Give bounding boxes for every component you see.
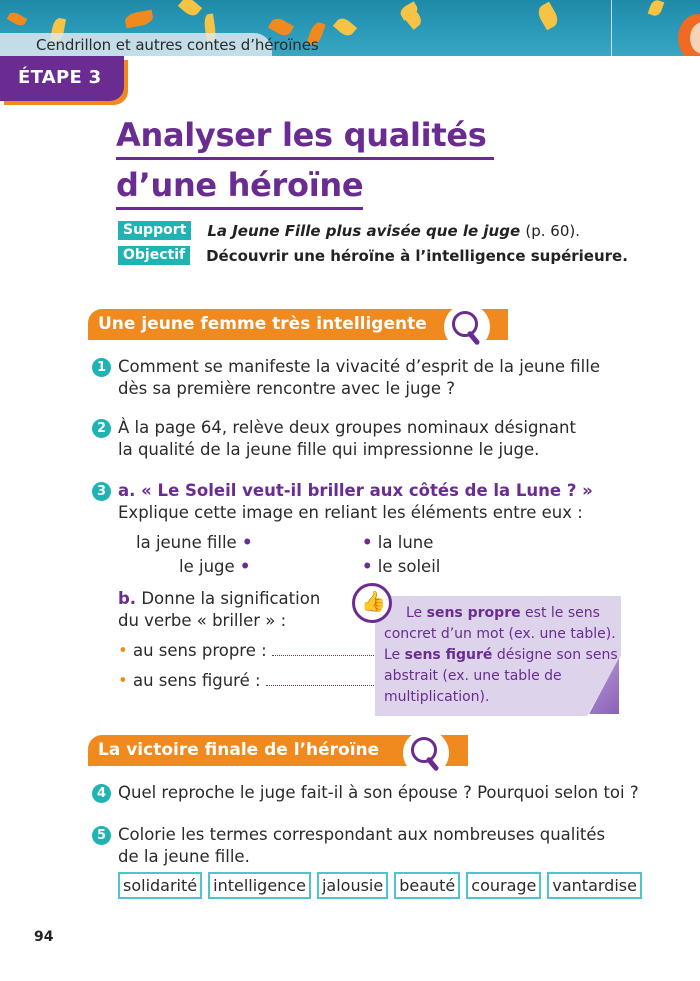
book-title: Cendrillon et autres contes d’héroïnes [36, 36, 319, 54]
question-text: À la page 64, relève deux groupes nominaux désignant [118, 418, 576, 437]
question-text: Colorie les termes correspondant aux nombreuses qualités [118, 825, 606, 844]
support-title: La Jeune Fille plus avisée que le juge [207, 221, 521, 240]
quality-chips [118, 872, 642, 899]
answer-proper-sense [118, 641, 374, 660]
header-banner-illustration [0, 0, 700, 56]
match-label: la jeune fille [136, 533, 237, 552]
question-number: 2 [92, 419, 111, 438]
question-number: 3 [92, 482, 111, 501]
objectif-tag: Objectif [118, 246, 190, 265]
question-text: dès sa première rencontre avec le juge ? [118, 379, 456, 398]
answer-label: au sens propre : [132, 641, 267, 660]
part-b-prompt [118, 589, 320, 608]
title-line-1: Analyser les qualités [116, 114, 494, 160]
match-dot[interactable]: • [239, 557, 251, 576]
section-header-intelligence [88, 309, 508, 340]
answer-figurative-sense [118, 671, 376, 690]
page-number: 94 [34, 929, 54, 945]
answer-line[interactable] [266, 673, 376, 686]
tip-note [375, 596, 621, 716]
chip-solidarite[interactable]: solidarité [118, 872, 202, 899]
match-dot[interactable]: • [241, 533, 253, 552]
match-left-2[interactable] [179, 557, 250, 576]
support-ref: (p. 60). [525, 221, 580, 240]
chip-beaute[interactable]: beauté [394, 872, 460, 899]
tip-note-text: Le sens propre est le sens concret d’un mot (ex. une table). Le sens figuré désigne son sens abstrait (ex. une table de multiplication). [384, 605, 618, 705]
question-number: 4 [92, 784, 111, 803]
page-title [116, 114, 494, 214]
magnifier-icon [444, 304, 490, 350]
question-text: de la jeune fille. [118, 847, 250, 866]
part-b-prompt-2: du verbe « briller » : [118, 611, 287, 630]
question-text: Comment se manifeste la vivacité d’esprit de la jeune fille [118, 357, 601, 376]
question-text: Quel reproche le juge fait-il à son épouse ? Pourquoi selon toi ? [118, 783, 639, 802]
part-b-text: Donne la signification [141, 589, 321, 608]
question-text: Explique cette image en reliant les éléments entre eux : [118, 503, 583, 522]
support-tag: Support [118, 221, 191, 240]
match-right-2[interactable] [362, 557, 440, 576]
chip-jalousie[interactable]: jalousie [317, 872, 388, 899]
answer-line[interactable] [272, 643, 374, 656]
bullet-icon: • [118, 641, 128, 660]
match-label: la lune [377, 533, 434, 552]
chip-vantardise[interactable]: vantardise [547, 872, 642, 899]
match-label: le soleil [377, 557, 441, 576]
objectif-text: Découvrir une héroïne à l’intelligence supérieure. [206, 246, 628, 265]
chip-intelligence[interactable]: intelligence [208, 872, 311, 899]
part-b-label: b. [118, 589, 137, 608]
part-a-label: a. [118, 481, 136, 500]
step-label: ÉTAPE 3 [18, 67, 102, 88]
magnifier-icon [403, 730, 449, 776]
lesson-meta [118, 219, 628, 269]
section-header-victory [88, 735, 468, 766]
match-right-1[interactable] [362, 533, 433, 552]
section-label: La victoire finale de l’héroïne [98, 740, 380, 760]
match-left-1[interactable] [136, 533, 253, 552]
thumbs-up-icon: 👍 [352, 583, 392, 623]
match-label: le juge [179, 557, 235, 576]
answer-label: au sens figuré : [132, 671, 261, 690]
question-number: 1 [92, 358, 111, 377]
title-line-2: d’une héroïne [116, 164, 363, 210]
chip-courage[interactable]: courage [466, 872, 541, 899]
section-label: Une jeune femme très intelligente [98, 314, 427, 334]
question-number: 5 [92, 826, 111, 845]
quote: « Le Soleil veut-il briller aux côtés de la Lune ? » [141, 481, 593, 500]
match-dot[interactable]: • [362, 533, 373, 552]
bullet-icon: • [118, 671, 128, 690]
question-text: la qualité de la jeune fille qui impressionne le juge. [118, 440, 540, 459]
step-tab [0, 56, 124, 101]
match-dot[interactable]: • [362, 557, 373, 576]
